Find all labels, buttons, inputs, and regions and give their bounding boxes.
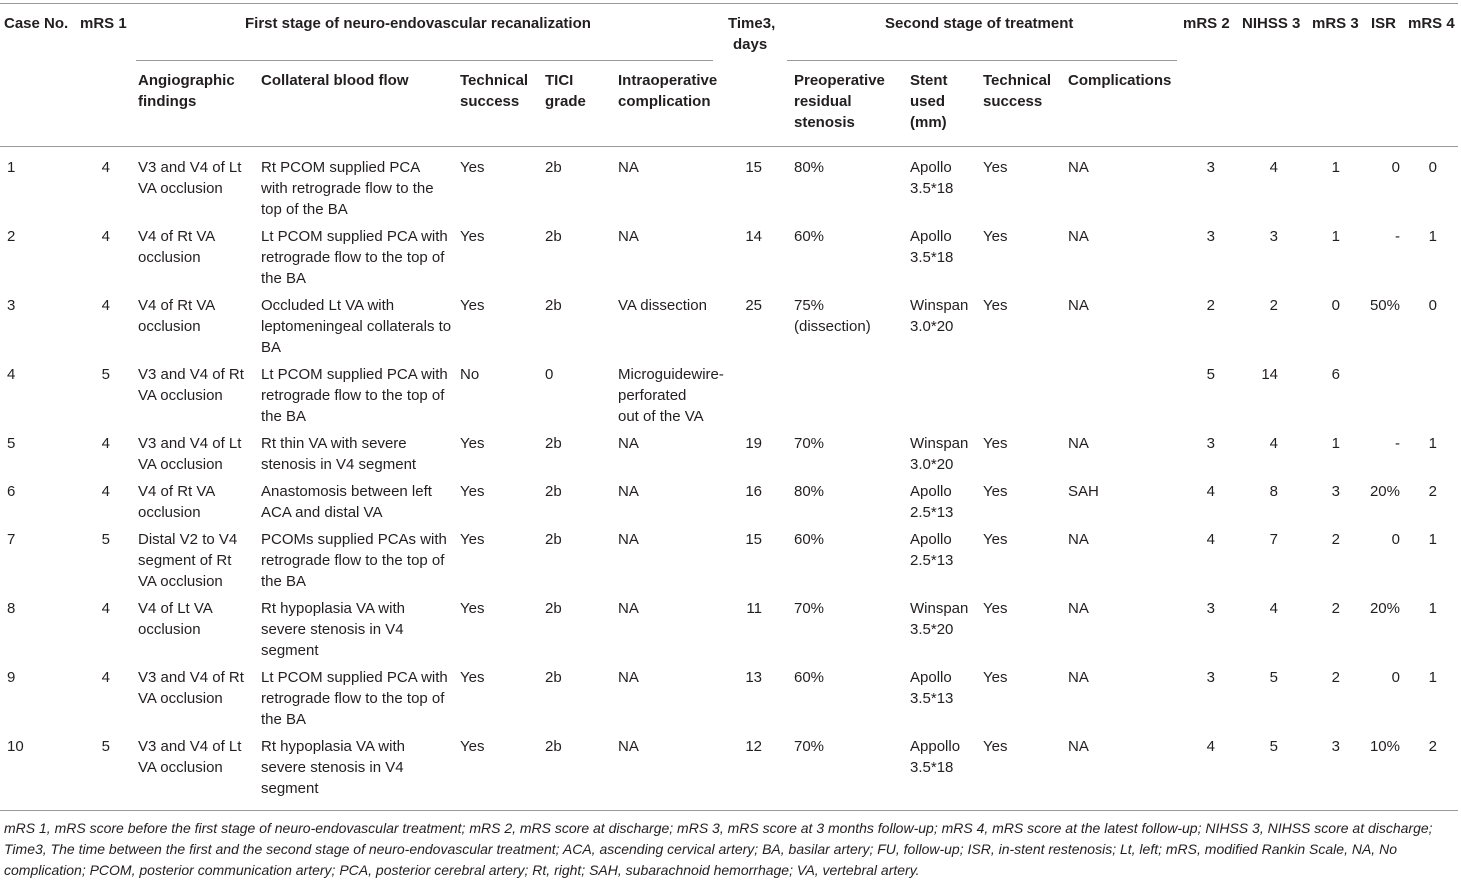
cell-angio bbox=[138, 667, 256, 709]
header-mrs4: mRS 4 bbox=[1408, 15, 1455, 32]
cell-collateral bbox=[261, 433, 457, 475]
cell-stent-line: 3.5*20 bbox=[910, 621, 954, 638]
cell-nihss3: 3 bbox=[1269, 228, 1278, 245]
cell-preop-line: 80% bbox=[794, 483, 825, 500]
header-tech2 bbox=[983, 70, 1051, 112]
cell-collateral-line: with retrograde flow to the bbox=[261, 180, 434, 197]
cell-angio-line: occlusion bbox=[138, 318, 201, 335]
header-mrs1: mRS 1 bbox=[80, 15, 127, 32]
cell-mrs4: 1 bbox=[1428, 669, 1437, 686]
cell-preop-line: 75% bbox=[794, 297, 825, 314]
cell-angio-line: V4 of Rt VA bbox=[138, 297, 216, 314]
cell-mrs4: 2 bbox=[1428, 738, 1437, 755]
cell-intraop-line: NA bbox=[618, 435, 639, 452]
cell-mrs3: 3 bbox=[1331, 738, 1340, 755]
cell-collateral-line: retrograde flow to the top of bbox=[261, 387, 445, 404]
cell-angio-line: V3 and V4 of Rt bbox=[138, 669, 244, 686]
cell-collateral-line: the BA bbox=[261, 573, 307, 590]
cell-intraop bbox=[618, 157, 733, 178]
cell-tech1: Yes bbox=[460, 669, 485, 686]
header-preop-line1: Preoperative bbox=[794, 72, 885, 89]
cell-intraop bbox=[618, 667, 733, 688]
cell-preop-line: 70% bbox=[794, 435, 825, 452]
cell-preop bbox=[794, 433, 894, 454]
cell-angio-line: V4 of Rt VA bbox=[138, 228, 216, 245]
cell-mrs2: 3 bbox=[1206, 435, 1215, 452]
cell-collateral-line: segment bbox=[261, 642, 319, 659]
cell-angio-line: occlusion bbox=[138, 504, 201, 521]
cell-preop bbox=[794, 226, 894, 247]
cell-nihss3: 4 bbox=[1269, 600, 1278, 617]
cell-stent-line: Winspan bbox=[910, 435, 969, 452]
cell-comp: NA bbox=[1068, 600, 1089, 617]
cell-mrs2: 4 bbox=[1206, 483, 1215, 500]
cell-case: 7 bbox=[7, 531, 16, 548]
cell-mrs2: 3 bbox=[1206, 228, 1215, 245]
cell-isr: - bbox=[1395, 228, 1400, 245]
cell-isr: 20% bbox=[1369, 600, 1400, 617]
header-stent bbox=[910, 70, 948, 133]
cell-stent-line: Apollo bbox=[910, 159, 952, 176]
cell-collateral bbox=[261, 226, 457, 289]
header-time3-line1: Time3, bbox=[728, 15, 776, 32]
cell-tech2: Yes bbox=[983, 600, 1008, 617]
cell-collateral-line: BA bbox=[261, 339, 282, 356]
table-footnote: mRS 1, mRS score before the first stage of neuro-endovascular treatment; mRS 2, mRS score at discharge; mRS 3, mRS score at 3 months follow-up; mRS 4, mRS score at the latest follow-up; NIHSS 3, NIHSS score at discharge; Time3, The time between the first and the second stage of neuro-endovascular treatment; ACA, ascending cervical artery; BA, basilar artery; FU, follow-up; ISR, in-stent restenosis; Lt, left; mRS, modified Rankin Scale, NA, No complication; PCOM, posterior communication artery; PCA, posterior cerebral artery; Rt, right; SAH, subarachnoid hemorrhage; VA, vertebral artery. bbox=[4, 820, 1433, 878]
cell-tici: 2b bbox=[545, 531, 562, 548]
cell-tici: 2b bbox=[545, 228, 562, 245]
cell-isr: 10% bbox=[1369, 738, 1400, 755]
cell-tech2: Yes bbox=[983, 669, 1008, 686]
cell-preop bbox=[794, 598, 894, 619]
cell-time3: 15 bbox=[745, 531, 762, 548]
cell-preop bbox=[794, 667, 894, 688]
header-mrs3: mRS 3 bbox=[1312, 15, 1359, 32]
cell-stent bbox=[910, 295, 980, 337]
cell-collateral-line: the BA bbox=[261, 408, 307, 425]
cell-angio bbox=[138, 598, 256, 640]
cell-tech2: Yes bbox=[983, 738, 1008, 755]
cell-mrs1: 4 bbox=[101, 228, 110, 245]
cell-angio-line: VA occlusion bbox=[138, 690, 223, 707]
header-intraop-line2: complication bbox=[618, 93, 711, 110]
header-angio-line1: Angiographic bbox=[138, 72, 235, 89]
cell-mrs2: 5 bbox=[1206, 366, 1215, 383]
cell-preop bbox=[794, 157, 894, 178]
cell-stent-line: 3.5*18 bbox=[910, 180, 954, 197]
header-case-no: Case No. bbox=[4, 15, 69, 32]
cell-mrs3: 1 bbox=[1331, 435, 1340, 452]
cell-stent-line: Apollo bbox=[910, 669, 952, 686]
cell-stent bbox=[910, 481, 980, 523]
cell-mrs3: 3 bbox=[1331, 483, 1340, 500]
cell-intraop bbox=[618, 598, 733, 619]
cell-tici: 2b bbox=[545, 738, 562, 755]
cell-mrs1: 4 bbox=[101, 435, 110, 452]
cell-mrs3: 1 bbox=[1331, 228, 1340, 245]
cell-mrs2: 4 bbox=[1206, 738, 1215, 755]
cell-collateral-line: Rt hypoplasia VA with bbox=[261, 738, 405, 755]
cell-collateral bbox=[261, 364, 457, 427]
cell-angio-line: occlusion bbox=[138, 621, 201, 638]
cell-stent-line: 2.5*13 bbox=[910, 552, 954, 569]
cell-angio-line: segment of Rt bbox=[138, 552, 232, 569]
cell-collateral-line: top of the BA bbox=[261, 201, 348, 218]
cell-isr: 50% bbox=[1369, 297, 1400, 314]
header-tech1-line1: Technical bbox=[460, 72, 529, 89]
cell-tici: 2b bbox=[545, 159, 562, 176]
cell-tech2: Yes bbox=[983, 159, 1008, 176]
cell-angio bbox=[138, 226, 256, 268]
cell-mrs4: 0 bbox=[1428, 159, 1437, 176]
cell-collateral bbox=[261, 667, 457, 730]
cell-collateral-line: stenosis in V4 segment bbox=[261, 456, 417, 473]
cell-angio-line: VA occlusion bbox=[138, 573, 223, 590]
cell-stent bbox=[910, 598, 980, 640]
cell-collateral-line: Rt PCOM supplied PCA bbox=[261, 159, 421, 176]
cell-time3: 16 bbox=[745, 483, 762, 500]
cell-intraop bbox=[618, 295, 733, 316]
cell-tech1: Yes bbox=[460, 228, 485, 245]
cell-collateral-line: Lt PCOM supplied PCA with bbox=[261, 228, 448, 245]
cell-collateral bbox=[261, 157, 457, 220]
cell-tech1: No bbox=[460, 366, 480, 383]
cell-collateral bbox=[261, 529, 457, 592]
cell-stent-line: 3.5*13 bbox=[910, 690, 954, 707]
cell-preop-line: 60% bbox=[794, 531, 825, 548]
header-tech1 bbox=[460, 70, 528, 112]
cell-stent bbox=[910, 433, 980, 475]
cell-comp: NA bbox=[1068, 738, 1089, 755]
cell-case: 2 bbox=[7, 228, 16, 245]
cell-collateral bbox=[261, 598, 457, 661]
cell-mrs3: 2 bbox=[1331, 531, 1340, 548]
cell-comp: NA bbox=[1068, 297, 1089, 314]
cell-intraop-line: NA bbox=[618, 159, 639, 176]
cell-nihss3: 4 bbox=[1269, 159, 1278, 176]
cell-intraop-line: perforated bbox=[618, 387, 687, 404]
cell-intraop-line: NA bbox=[618, 483, 639, 500]
cell-intraop bbox=[618, 481, 733, 502]
cell-intraop-line: VA dissection bbox=[618, 297, 707, 314]
cell-tech2: Yes bbox=[983, 435, 1008, 452]
cell-collateral-line: Lt PCOM supplied PCA with bbox=[261, 366, 448, 383]
header-stent-line2: used bbox=[910, 93, 946, 110]
cell-stent-line: Apollo bbox=[910, 483, 952, 500]
header-tech1-line2: success bbox=[460, 93, 520, 110]
cell-angio bbox=[138, 529, 256, 592]
cell-angio-line: V3 and V4 of Rt bbox=[138, 366, 244, 383]
cell-mrs4: 1 bbox=[1428, 435, 1437, 452]
first-stage-underline bbox=[136, 60, 713, 61]
cell-stent-line: Winspan bbox=[910, 297, 969, 314]
cell-tici: 2b bbox=[545, 297, 562, 314]
cell-comp: NA bbox=[1068, 435, 1089, 452]
header-first-stage: First stage of neuro-endovascular recanalization bbox=[245, 15, 591, 32]
cell-nihss3: 8 bbox=[1269, 483, 1278, 500]
cell-mrs4: 2 bbox=[1428, 483, 1437, 500]
cell-angio-line: VA occlusion bbox=[138, 456, 223, 473]
cell-tech2: Yes bbox=[983, 483, 1008, 500]
cell-case: 8 bbox=[7, 600, 16, 617]
cell-angio bbox=[138, 295, 256, 337]
cell-stent bbox=[910, 667, 980, 709]
cell-tici: 2b bbox=[545, 435, 562, 452]
cell-preop-line: 70% bbox=[794, 600, 825, 617]
cell-collateral-line: the BA bbox=[261, 711, 307, 728]
second-stage-underline bbox=[787, 60, 1177, 61]
cell-isr: 0 bbox=[1391, 159, 1400, 176]
cell-angio-line: V4 of Lt VA bbox=[138, 600, 213, 617]
cell-nihss3: 7 bbox=[1269, 531, 1278, 548]
cell-tech1: Yes bbox=[460, 600, 485, 617]
cell-collateral-line: ACA and distal VA bbox=[261, 504, 383, 521]
header-complications: Complications bbox=[1068, 72, 1172, 89]
cell-comp: NA bbox=[1068, 159, 1089, 176]
cell-angio bbox=[138, 433, 256, 475]
cell-stent-line: Apollo bbox=[910, 531, 952, 548]
cell-comp: NA bbox=[1068, 228, 1089, 245]
cell-time3: 13 bbox=[745, 669, 762, 686]
cell-mrs4: 1 bbox=[1428, 600, 1437, 617]
header-time3 bbox=[728, 13, 788, 55]
cell-stent bbox=[910, 157, 980, 199]
cell-time3: 25 bbox=[745, 297, 762, 314]
cell-time3: 12 bbox=[745, 738, 762, 755]
bottom-rule bbox=[0, 810, 1458, 811]
cell-stent-line: Winspan bbox=[910, 600, 969, 617]
cell-stent bbox=[910, 736, 980, 778]
cell-angio bbox=[138, 481, 256, 523]
cell-tech1: Yes bbox=[460, 435, 485, 452]
cell-case: 1 bbox=[7, 159, 16, 176]
cell-preop-line: 60% bbox=[794, 669, 825, 686]
top-rule bbox=[0, 3, 1458, 4]
cell-angio bbox=[138, 157, 256, 199]
cell-nihss3: 14 bbox=[1261, 366, 1278, 383]
cell-mrs1: 4 bbox=[101, 669, 110, 686]
cell-preop-line: (dissection) bbox=[794, 318, 871, 335]
cell-intraop-line: NA bbox=[618, 228, 639, 245]
cell-collateral bbox=[261, 295, 457, 358]
cell-mrs1: 4 bbox=[101, 159, 110, 176]
cell-collateral-line: Rt hypoplasia VA with bbox=[261, 600, 405, 617]
cell-collateral-line: retrograde flow to the top of bbox=[261, 552, 445, 569]
header-tech2-line1: Technical bbox=[983, 72, 1052, 89]
cell-intraop-line: NA bbox=[618, 738, 639, 755]
cell-angio-line: V3 and V4 of Lt bbox=[138, 738, 242, 755]
cell-tici: 2b bbox=[545, 600, 562, 617]
cell-stent-line: 3.0*20 bbox=[910, 456, 954, 473]
cell-intraop-line: NA bbox=[618, 600, 639, 617]
cell-comp: NA bbox=[1068, 531, 1089, 548]
cell-angio-line: V4 of Rt VA bbox=[138, 483, 216, 500]
cell-mrs2: 2 bbox=[1206, 297, 1215, 314]
cell-angio-line: VA occlusion bbox=[138, 759, 223, 776]
cell-isr: 20% bbox=[1369, 483, 1400, 500]
cell-mrs3: 6 bbox=[1331, 366, 1340, 383]
cell-time3: 15 bbox=[745, 159, 762, 176]
cell-mrs3: 2 bbox=[1331, 600, 1340, 617]
header-tici bbox=[545, 70, 586, 112]
header-preop-line3: stenosis bbox=[794, 114, 855, 131]
cell-preop bbox=[794, 481, 894, 502]
cell-stent-line: Appollo bbox=[910, 738, 961, 755]
cell-preop bbox=[794, 295, 894, 337]
cell-preop-line: 70% bbox=[794, 738, 825, 755]
cell-preop-line: 80% bbox=[794, 159, 825, 176]
header-collateral: Collateral blood flow bbox=[261, 72, 409, 89]
cell-preop bbox=[794, 736, 894, 757]
cell-collateral-line: the BA bbox=[261, 270, 307, 287]
cell-stent bbox=[910, 529, 980, 571]
cell-stent bbox=[910, 226, 980, 268]
cell-mrs1: 5 bbox=[101, 366, 110, 383]
cell-collateral-line: retrograde flow to the top of bbox=[261, 249, 445, 266]
cell-collateral-line: Lt PCOM supplied PCA with bbox=[261, 669, 448, 686]
header-tici-line2: grade bbox=[545, 93, 586, 110]
cell-mrs2: 3 bbox=[1206, 159, 1215, 176]
cell-mrs1: 4 bbox=[101, 297, 110, 314]
cell-intraop bbox=[618, 736, 733, 757]
cell-collateral-line: severe stenosis in V4 bbox=[261, 759, 404, 776]
cell-stent-line: 3.5*18 bbox=[910, 759, 954, 776]
cell-intraop bbox=[618, 226, 733, 247]
cell-intraop-line: Microguidewire- bbox=[618, 366, 724, 383]
cell-intraop-line: NA bbox=[618, 669, 639, 686]
header-intraop-line1: Intraoperative bbox=[618, 72, 718, 89]
cell-mrs2: 3 bbox=[1206, 600, 1215, 617]
cell-collateral-line: retrograde flow to the top of bbox=[261, 690, 445, 707]
cell-isr: - bbox=[1395, 435, 1400, 452]
cell-tici: 2b bbox=[545, 669, 562, 686]
cell-stent-line: 3.0*20 bbox=[910, 318, 954, 335]
cell-time3: 11 bbox=[746, 600, 762, 617]
cell-tech1: Yes bbox=[460, 297, 485, 314]
header-tech2-line2: success bbox=[983, 93, 1043, 110]
cell-tech2: Yes bbox=[983, 531, 1008, 548]
cell-angio-line: Distal V2 to V4 bbox=[138, 531, 238, 548]
header-mrs2: mRS 2 bbox=[1183, 15, 1230, 32]
header-intraop bbox=[618, 70, 717, 112]
cell-angio-line: occlusion bbox=[138, 249, 201, 266]
cell-mrs4: 1 bbox=[1428, 228, 1437, 245]
header-time3-line2: days bbox=[733, 36, 768, 53]
cell-case: 3 bbox=[7, 297, 16, 314]
cell-collateral-line: Anastomosis between left bbox=[261, 483, 432, 500]
cell-collateral-line: severe stenosis in V4 bbox=[261, 621, 404, 638]
cell-mrs2: 4 bbox=[1206, 531, 1215, 548]
cell-stent-line: 3.5*18 bbox=[910, 249, 954, 266]
cell-nihss3: 5 bbox=[1269, 738, 1278, 755]
header-isr: ISR bbox=[1371, 15, 1397, 32]
cell-stent-line: Apollo bbox=[910, 228, 952, 245]
cell-case: 9 bbox=[7, 669, 16, 686]
cell-collateral-line: Occluded Lt VA with bbox=[261, 297, 395, 314]
cell-intraop bbox=[618, 433, 733, 454]
cell-tech2: Yes bbox=[983, 297, 1008, 314]
cell-mrs3: 2 bbox=[1331, 669, 1340, 686]
cell-mrs1: 5 bbox=[101, 738, 110, 755]
cell-mrs1: 4 bbox=[101, 483, 110, 500]
header-rule bbox=[0, 146, 1458, 147]
cell-mrs2: 3 bbox=[1206, 669, 1215, 686]
cell-intraop bbox=[618, 364, 733, 427]
header-stent-line3: (mm) bbox=[910, 114, 947, 131]
cell-case: 5 bbox=[7, 435, 16, 452]
cell-angio-line: VA occlusion bbox=[138, 180, 223, 197]
cell-mrs3: 1 bbox=[1331, 159, 1340, 176]
cell-mrs4: 0 bbox=[1428, 297, 1437, 314]
header-stent-line1: Stent bbox=[910, 72, 948, 89]
cell-intraop-line: NA bbox=[618, 531, 639, 548]
cell-preop-line: 60% bbox=[794, 228, 825, 245]
cell-collateral bbox=[261, 481, 457, 523]
header-preop bbox=[794, 70, 885, 133]
header-second-stage: Second stage of treatment bbox=[885, 15, 1074, 32]
cell-tech1: Yes bbox=[460, 159, 485, 176]
cell-nihss3: 5 bbox=[1269, 669, 1278, 686]
cell-angio bbox=[138, 364, 256, 406]
cell-case: 4 bbox=[7, 366, 16, 383]
cell-time3: 19 bbox=[745, 435, 762, 452]
cell-time3: 14 bbox=[745, 228, 762, 245]
cell-angio-line: V3 and V4 of Lt bbox=[138, 435, 242, 452]
cell-tech1: Yes bbox=[460, 738, 485, 755]
header-preop-line2: residual bbox=[794, 93, 852, 110]
cell-isr: 0 bbox=[1391, 531, 1400, 548]
cell-nihss3: 2 bbox=[1269, 297, 1278, 314]
cell-nihss3: 4 bbox=[1269, 435, 1278, 452]
cell-tici: 2b bbox=[545, 483, 562, 500]
header-tici-line1: TICI bbox=[545, 72, 574, 89]
cell-angio-line: V3 and V4 of Lt bbox=[138, 159, 242, 176]
cell-mrs1: 4 bbox=[101, 600, 110, 617]
cell-case: 10 bbox=[7, 738, 24, 755]
cell-collateral bbox=[261, 736, 457, 799]
header-nihss3: NIHSS 3 bbox=[1242, 15, 1301, 32]
cell-preop bbox=[794, 529, 894, 550]
cell-mrs3: 0 bbox=[1331, 297, 1340, 314]
cell-collateral-line: segment bbox=[261, 780, 319, 797]
cell-intraop bbox=[618, 529, 733, 550]
cell-tech1: Yes bbox=[460, 483, 485, 500]
cell-tech1: Yes bbox=[460, 531, 485, 548]
header-angio-line2: findings bbox=[138, 93, 197, 110]
cell-comp: SAH bbox=[1068, 483, 1099, 500]
cell-tici: 0 bbox=[545, 366, 554, 383]
cell-mrs1: 5 bbox=[101, 531, 110, 548]
cell-isr: 0 bbox=[1391, 669, 1400, 686]
cell-tech2: Yes bbox=[983, 228, 1008, 245]
cell-angio-line: VA occlusion bbox=[138, 387, 223, 404]
cell-collateral-line: PCOMs supplied PCAs with bbox=[261, 531, 447, 548]
cell-collateral-line: leptomeningeal collaterals to bbox=[261, 318, 452, 335]
cell-mrs4: 1 bbox=[1428, 531, 1437, 548]
cell-intraop-line: out of the VA bbox=[618, 408, 704, 425]
header-angio bbox=[138, 70, 235, 112]
cell-stent-line: 2.5*13 bbox=[910, 504, 954, 521]
cell-collateral-line: Rt thin VA with severe bbox=[261, 435, 407, 452]
cell-angio bbox=[138, 736, 256, 778]
cell-case: 6 bbox=[7, 483, 16, 500]
cell-comp: NA bbox=[1068, 669, 1089, 686]
